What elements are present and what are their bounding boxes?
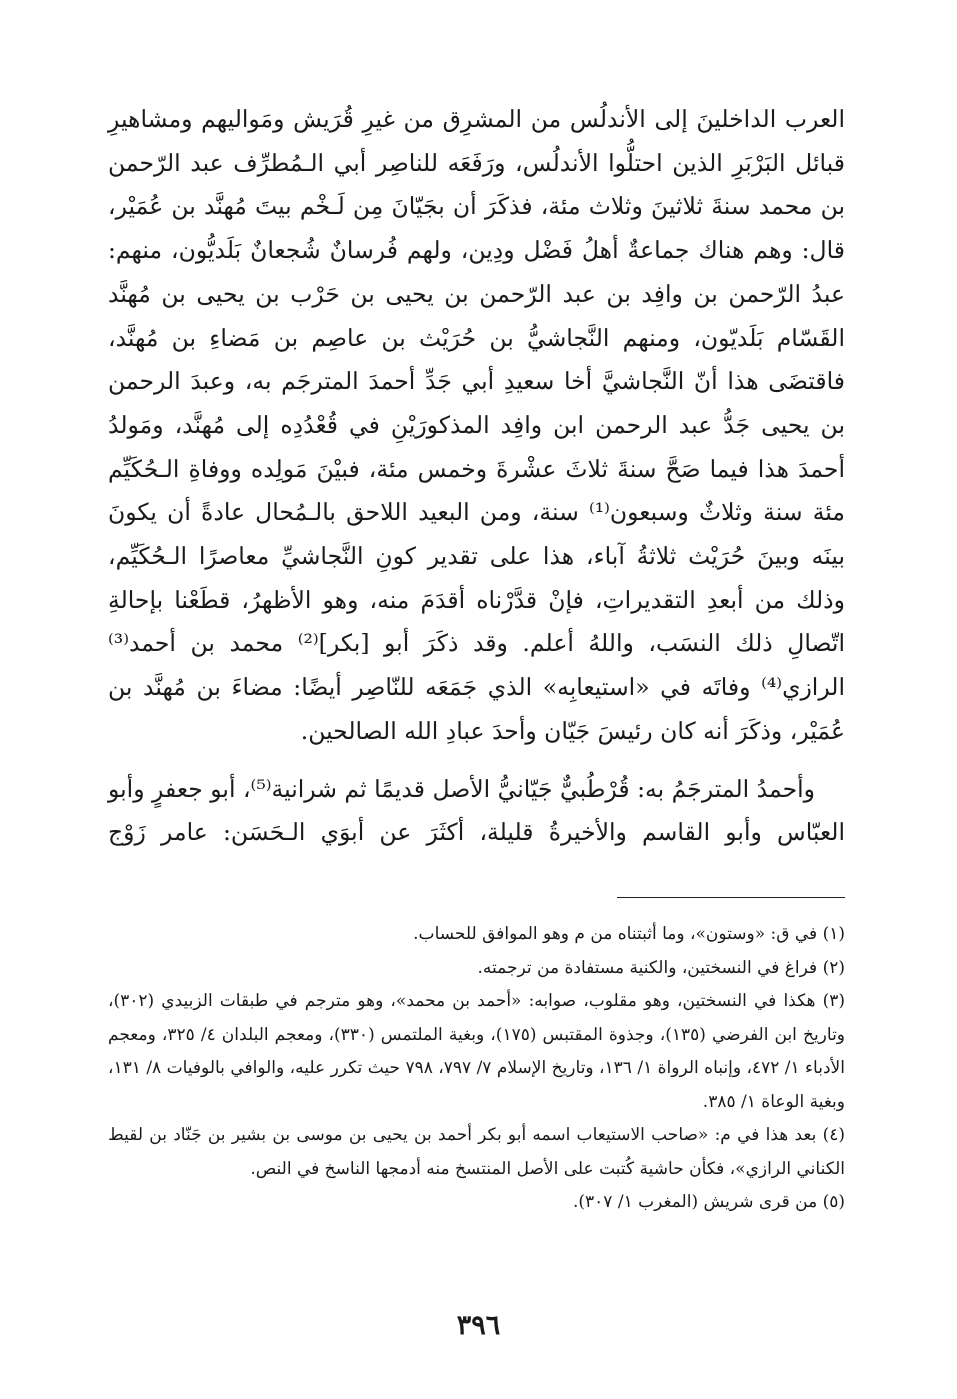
footnote-text: في ق: «وستون»، وما أثبتناه من م وهو الموافق للحساب. (413, 924, 818, 944)
footnote-separator (617, 897, 845, 898)
footnote-number: (٥) (822, 1192, 845, 1212)
footnote-text: هكذا في النسختين، وهو مقلوب، صوابه: «أحمد بن محمد»، وهو مترجم في طبقات الزبيدي (٣٠٢)، وتاريخ ابن الفرضي (١٣٥)، وجذوة المقتبس (١٧٥)، وبغية الملتمس (٣٣٠)، ومعجم البلدان ٤/ ٣٢٥، ومعجم الأدباء ١/ ٤٧٢، وإنباه الرواة ١/ ١٣٦، وتاريخ الإسلام ٧/ ٧٩٧، ٧٩٨ حيث تكرر عليه، والوافي بالوفيات ٨/ ١٣١، وبغية الوعاة ١/ ٣٨٥. (108, 991, 846, 1112)
footnotes (108, 918, 845, 1220)
footnote-number: (٤) (822, 1125, 845, 1145)
paragraph: العرب الداخلينَ إلى الأندلُس من المشرِق من غيرِ قُرَيش ومَواليهم ومشاهيرِ قبائل البَرْبَرِ الذين احتلُّوا الأندلُس، ورَفَعَه للناصِر أبي الـمُطرِّف عبد الرّحمن بن محمد سنةَ ثلاثينَ وثلاث مئة، فذكَرَ أن بجَيّانَ مِن لَـخْم بيتَ مُهنَّد بن عُمَيْر، قال: وهم هناك جماعةٌ أهلُ فَضْل ودِين، ولهم فُرسانٌ شُجعانٌ بَلَديُّون، منهم: عبدُ الرّحمن بن وافِد بن عبد الرّحمن بن يحيى بن حَرْب بن يحيى بن مُهنَّد القَسّام بَلَديّون، ومنهم النَّجاشيُّ بن حُرَيْث بن عاصِم بن مَضاءِ بن مُهنَّد، فاقتضَى هذا أنّ النَّجاشيَّ أخا سعيدِ أبي جَدِّ أحمدَ المترجَم به، وعبدَ الرحمن بن يحيى جَدُّ عبد الرحمن ابن وافِد المذكورَيْنِ في قُعْدُدِه إلى مُهنَّد، ومَولدُ أحمدَ هذا فيما صَحَّ سنةَ ثلاثَ عشْرةَ وخمس مئة، فبيْنَ مَولِده ووفاةِ الـحُكَيِّم مئة سنة وثلاثٌ وسبعون⁽¹⁾ سنة، ومن البعيد اللاحق بالـمُحال عادةً أن يكونَ بينَه وبينَ حُرَيْث ثلاثةُ آباء، هذا على تقدير كونِ النَّجاشيِّ معاصرًا الـحُكَيِّم، وذلك من أبعدِ التقديراتِ، فإنْ قدَّرْناه أقدَمَ منه، وهو الأظهرُ، قطَعْنا بإحالةِ اتّصالِ ذلك النسَب، واللهُ أعلم. وقد ذكَرَ أبو [بكر]⁽²⁾ محمد بن أحمد⁽³⁾ الرازي⁽⁴⁾ وفاتَه في «استيعابِه» الذي جَمَعَه للنّاصِر أيضًا: مضاءَ بن مُهنَّد بن عُمَيْر، وذكَرَ أنه كان رئيسَ جَيّان وأحدَ عبادِ الله الصالحين. (108, 105, 845, 745)
footnote (108, 1186, 845, 1220)
footnote-number: (١) (822, 924, 845, 944)
footnote (108, 1119, 845, 1186)
footnote (108, 918, 845, 952)
main-text (108, 98, 845, 855)
footnote-text: فراغ في النسختين، والكنية مستفادة من ترجمته. (477, 957, 818, 978)
paragraph: وأحمدُ المترجَمُ به: قُرْطُبيٌّ جَيّانيُّ الأصل قديمًا ثم شرانية⁽⁵⁾، أبو جعفرٍ وأبو العبّاس وأبو القاسم والأخيرةُ قليلة، أكثَرَ عن أبوَي الـحَسَن: عامر زَوْج (108, 774, 845, 847)
footnote-text: بعد هذا في م: «صاحب الاستيعاب اسمه أبو بكر أحمد بن يحيى بن موسى بن بشير بن جَنّاد بن لقيط الكناني الرازي»، فكأن حاشية كُتبت على الأصل المنتسخ منه أدمجها الناسخ في النص. (108, 1125, 845, 1179)
footnote-number: (٢) (822, 957, 845, 978)
footnote (108, 985, 845, 1119)
footnote-text: من قرى شريش (المغرب ١/ ٣٠٧). (572, 1192, 818, 1212)
page-number: ٣٩٦ (456, 1310, 501, 1341)
footnote (108, 952, 845, 986)
footnote-number: (٣) (822, 991, 846, 1011)
